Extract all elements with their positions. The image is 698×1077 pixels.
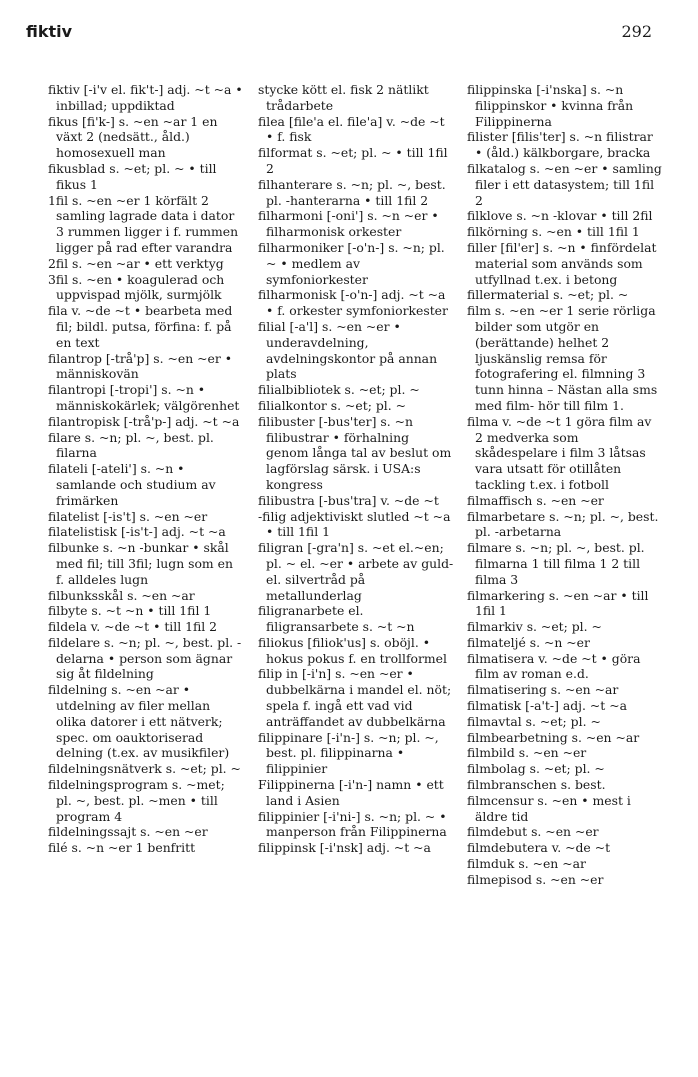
dictionary-entry: filé s. ~n ~er 1 benfritt	[48, 840, 196, 856]
dictionary-entry: filbunke s. ~n -bunkar • skål med fil; till 3fil; lugn som en f. alldeles lugn	[48, 540, 233, 587]
dictionary-entry: filateli [-ateli'] s. ~n • samlande och studium av frimärken	[48, 461, 216, 508]
dictionary-entry: Filippinerna [-i'n-] namn • ett land i Asien	[258, 777, 444, 808]
dictionary-entry: filippinska [-i'nska] s. ~n filippinskor • kvinna från Filippinerna	[467, 82, 634, 129]
dictionary-entry: filmdebut s. ~en ~er	[467, 824, 599, 840]
dictionary-entry: fila v. ~de ~t • bearbeta med fil; bildl. putsa, förfina: f. på en text	[48, 303, 233, 350]
dictionary-entry: filmarkering s. ~en ~ar • till 1fil 1	[467, 587, 649, 619]
dictionary-entry: filea [file'a el. file'a] v. ~de ~t • f. fisk	[258, 113, 445, 145]
dictionary-entry: filhanterare s. ~n; pl. ~, best. pl. -hanterarna • till 1fil 2	[258, 176, 446, 208]
page-number: 292	[621, 22, 652, 41]
dictionary-column-2	[258, 82, 454, 856]
dictionary-entry: fikusblad s. ~et; pl. ~ • till fikus 1	[48, 160, 217, 192]
dictionary-entry: fikus [fi'k-] s. ~en ~ar 1 en växt 2 (nedsätt., åld.) homosexuell man	[48, 113, 218, 161]
dictionary-entry: filibustra [-bus'tra] v. ~de ~t	[258, 492, 439, 508]
dictionary-entry: filmare s. ~n; pl. ~, best. pl. filmarna 1 till filma 1 2 till filma 3	[467, 540, 645, 587]
dictionary-entry: filialbibliotek s. ~et; pl. ~	[258, 382, 420, 398]
dictionary-entry: film s. ~en ~er 1 serie rörliga bilder som utgör en (berättande) helhet 2 ljuskänslig remsa för fotografering el. filmning 3 tunn hinna – Nästan alla sms med film- hör till film 1.	[467, 303, 658, 413]
dictionary-entry: filatelist [-is't] s. ~en ~er	[48, 508, 208, 524]
dictionary-entry: filantropi [-tropi'] s. ~n • människokärlek; välgörenhet	[48, 382, 240, 413]
dictionary-entry: filmcensur s. ~en • mest i äldre tid	[467, 792, 631, 824]
dictionary-entry: filantrop [-trå'p] s. ~en ~er • människovän	[48, 350, 233, 382]
dictionary-entry: filmbranschen s. best.	[467, 777, 606, 793]
dictionary-entry: 2fil s. ~en ~ar • ett verktyg	[48, 255, 224, 271]
dictionary-entry: filippinsk [-i'nsk] adj. ~t ~a	[258, 840, 431, 856]
dictionary-entry: 3fil s. ~en • koagulerad och uppvispad mjölk, surmjölk	[48, 271, 225, 303]
dictionary-entry: fildela v. ~de ~t • till 1fil 2	[48, 619, 218, 635]
dictionary-entry: fildelningsprogram s. ~met; pl. ~, best. pl. ~men • till program 4	[48, 777, 225, 824]
dictionary-entry: filler [fil'er] s. ~n • finfördelat material som används som utfyllnad t.ex. i betong	[467, 239, 657, 287]
dictionary-entry: filmatisk [-a't-] adj. ~t ~a	[467, 698, 627, 714]
dictionary-entry: fildelning s. ~en ~ar • utdelning av filer mellan olika datorer i ett nätverk; spec. om oauktoriserad delning (t.ex. av musikfiler)	[48, 682, 230, 761]
dictionary-entry: filmbearbetning s. ~en ~ar	[467, 729, 640, 745]
dictionary-entry: filip in [-i'n] s. ~en ~er • dubbelkärna i mandel el. nöt; spela f. ingå ett vad vid anträffandet av dubbelkärna	[258, 666, 452, 729]
dictionary-entry: filmbolag s. ~et; pl. ~	[467, 761, 605, 777]
dictionary-entry: filippinare [-i'n-] s. ~n; pl. ~, best. pl. filippinarna • filippinier	[258, 729, 439, 777]
running-head-word: fiktiv	[26, 22, 73, 41]
dictionary-entry: filmatisering s. ~en ~ar	[467, 682, 619, 698]
dictionary-entry: filiokus [filiok'us] s. oböjl. • hokus pokus f. en trollformel	[258, 634, 447, 666]
dictionary-entry: fillermaterial s. ~et; pl. ~	[467, 287, 629, 303]
dictionary-entry: filharmoniker [-o'n-] s. ~n; pl. ~ • medlem av symfoniorkester	[258, 239, 445, 287]
dictionary-entry: filmbild s. ~en ~er	[467, 745, 587, 761]
dictionary-entry: filformat s. ~et; pl. ~ • till 1fil 2	[258, 145, 448, 176]
dictionary-entry: filmepisod s. ~en ~er	[467, 871, 604, 887]
dictionary-entry: -filig adjektiviskt slutled ~t ~a • till 1fil 1	[258, 508, 451, 540]
dictionary-entry: filharmoni [-oni'] s. ~n ~er • filharmonisk orkester	[258, 208, 439, 240]
dictionary-entry: fildelare s. ~n; pl. ~, best. pl. -delarna • person som ägnar sig åt fildelning	[48, 634, 242, 682]
dictionary-entry: filbyte s. ~t ~n • till 1fil 1	[48, 603, 212, 619]
dictionary-entry: fiktiv [-i'v el. fik't-] adj. ~t ~a • inbillad; uppdiktad	[48, 82, 243, 113]
dictionary-entry: fildelningsnätverk s. ~et; pl. ~	[48, 761, 241, 777]
dictionary-entry: filklove s. ~n -klovar • till 2fil	[467, 208, 653, 224]
dictionary-entry: filigranarbete el. filigransarbete s. ~t ~n	[258, 603, 415, 635]
dictionary-entry: filmavtal s. ~et; pl. ~	[467, 713, 601, 729]
dictionary-entry: stycke kött el. fisk 2 nätlikt trådarbete	[258, 82, 429, 113]
dictionary-entry: filmarbetare s. ~n; pl. ~, best. pl. -arbetarna	[467, 508, 659, 540]
dictionary-entry: filkatalog s. ~en ~er • samling filer i ett datasystem; till 1fil 2	[467, 160, 662, 208]
dictionary-entry: fildelningssajt s. ~en ~er	[48, 824, 208, 840]
dictionary-entry: filmatisera v. ~de ~t • göra film av roman e.d.	[467, 650, 641, 682]
dictionary-entry: filmduk s. ~en ~ar	[467, 856, 586, 872]
dictionary-entry: filial [-a'l] s. ~en ~er • underavdelning, avdelningskontor på annan plats	[258, 318, 438, 382]
dictionary-column-3	[467, 82, 663, 888]
dictionary-entry: filare s. ~n; pl. ~, best. pl. filarna	[48, 429, 214, 461]
dictionary-entry: filmateljé s. ~n ~er	[467, 634, 590, 650]
dictionary-entry: filialkontor s. ~et; pl. ~	[258, 397, 406, 413]
dictionary-entry: filippinier [-i'ni-] s. ~n; pl. ~ • manperson från Filippinerna	[258, 808, 447, 840]
dictionary-entry: filatelistisk [-is't-] adj. ~t ~a	[48, 524, 226, 540]
dictionary-entry: filantropisk [-trå'p-] adj. ~t ~a	[48, 413, 240, 429]
dictionary-entry: filibuster [-bus'ter] s. ~n filibustrar • förhalning genom långa tal av beslut om lagförslag särsk. i USA:s kongress	[258, 413, 452, 492]
dictionary-entry: filmdebutera v. ~de ~t	[467, 840, 611, 856]
dictionary-entry: filma v. ~de ~t 1 göra film av 2 medverka som skådespelare i film 3 låtsas vara utsatt för otillåten tackling t.ex. i fotboll	[467, 413, 652, 492]
dictionary-entry: 1fil s. ~en ~er 1 körfält 2 samling lagrade data i dator 3 rummen ligger i f. rummen ligger på rad efter varandra	[48, 192, 239, 255]
dictionary-entry: filigran [-gra'n] s. ~et el.~en; pl. ~ el. ~er • arbete av guld- el. silvertråd på metallunderlag	[258, 540, 454, 603]
dictionary-entry: filharmonisk [-o'n-] adj. ~t ~a • f. orkester symfoniorkester	[258, 287, 448, 319]
dictionary-entry: filbunksskål s. ~en ~ar	[48, 587, 195, 603]
dictionary-entry: filister [filis'ter] s. ~n filistrar • (åld.) kälkborgare, bracka	[467, 129, 653, 161]
dictionary-entry: filmarkiv s. ~et; pl. ~	[467, 619, 602, 635]
dictionary-entry: filmaffisch s. ~en ~er	[467, 492, 604, 508]
dictionary-entry: filkörning s. ~en • till 1fil 1	[467, 224, 640, 240]
dictionary-column-1	[48, 82, 244, 856]
